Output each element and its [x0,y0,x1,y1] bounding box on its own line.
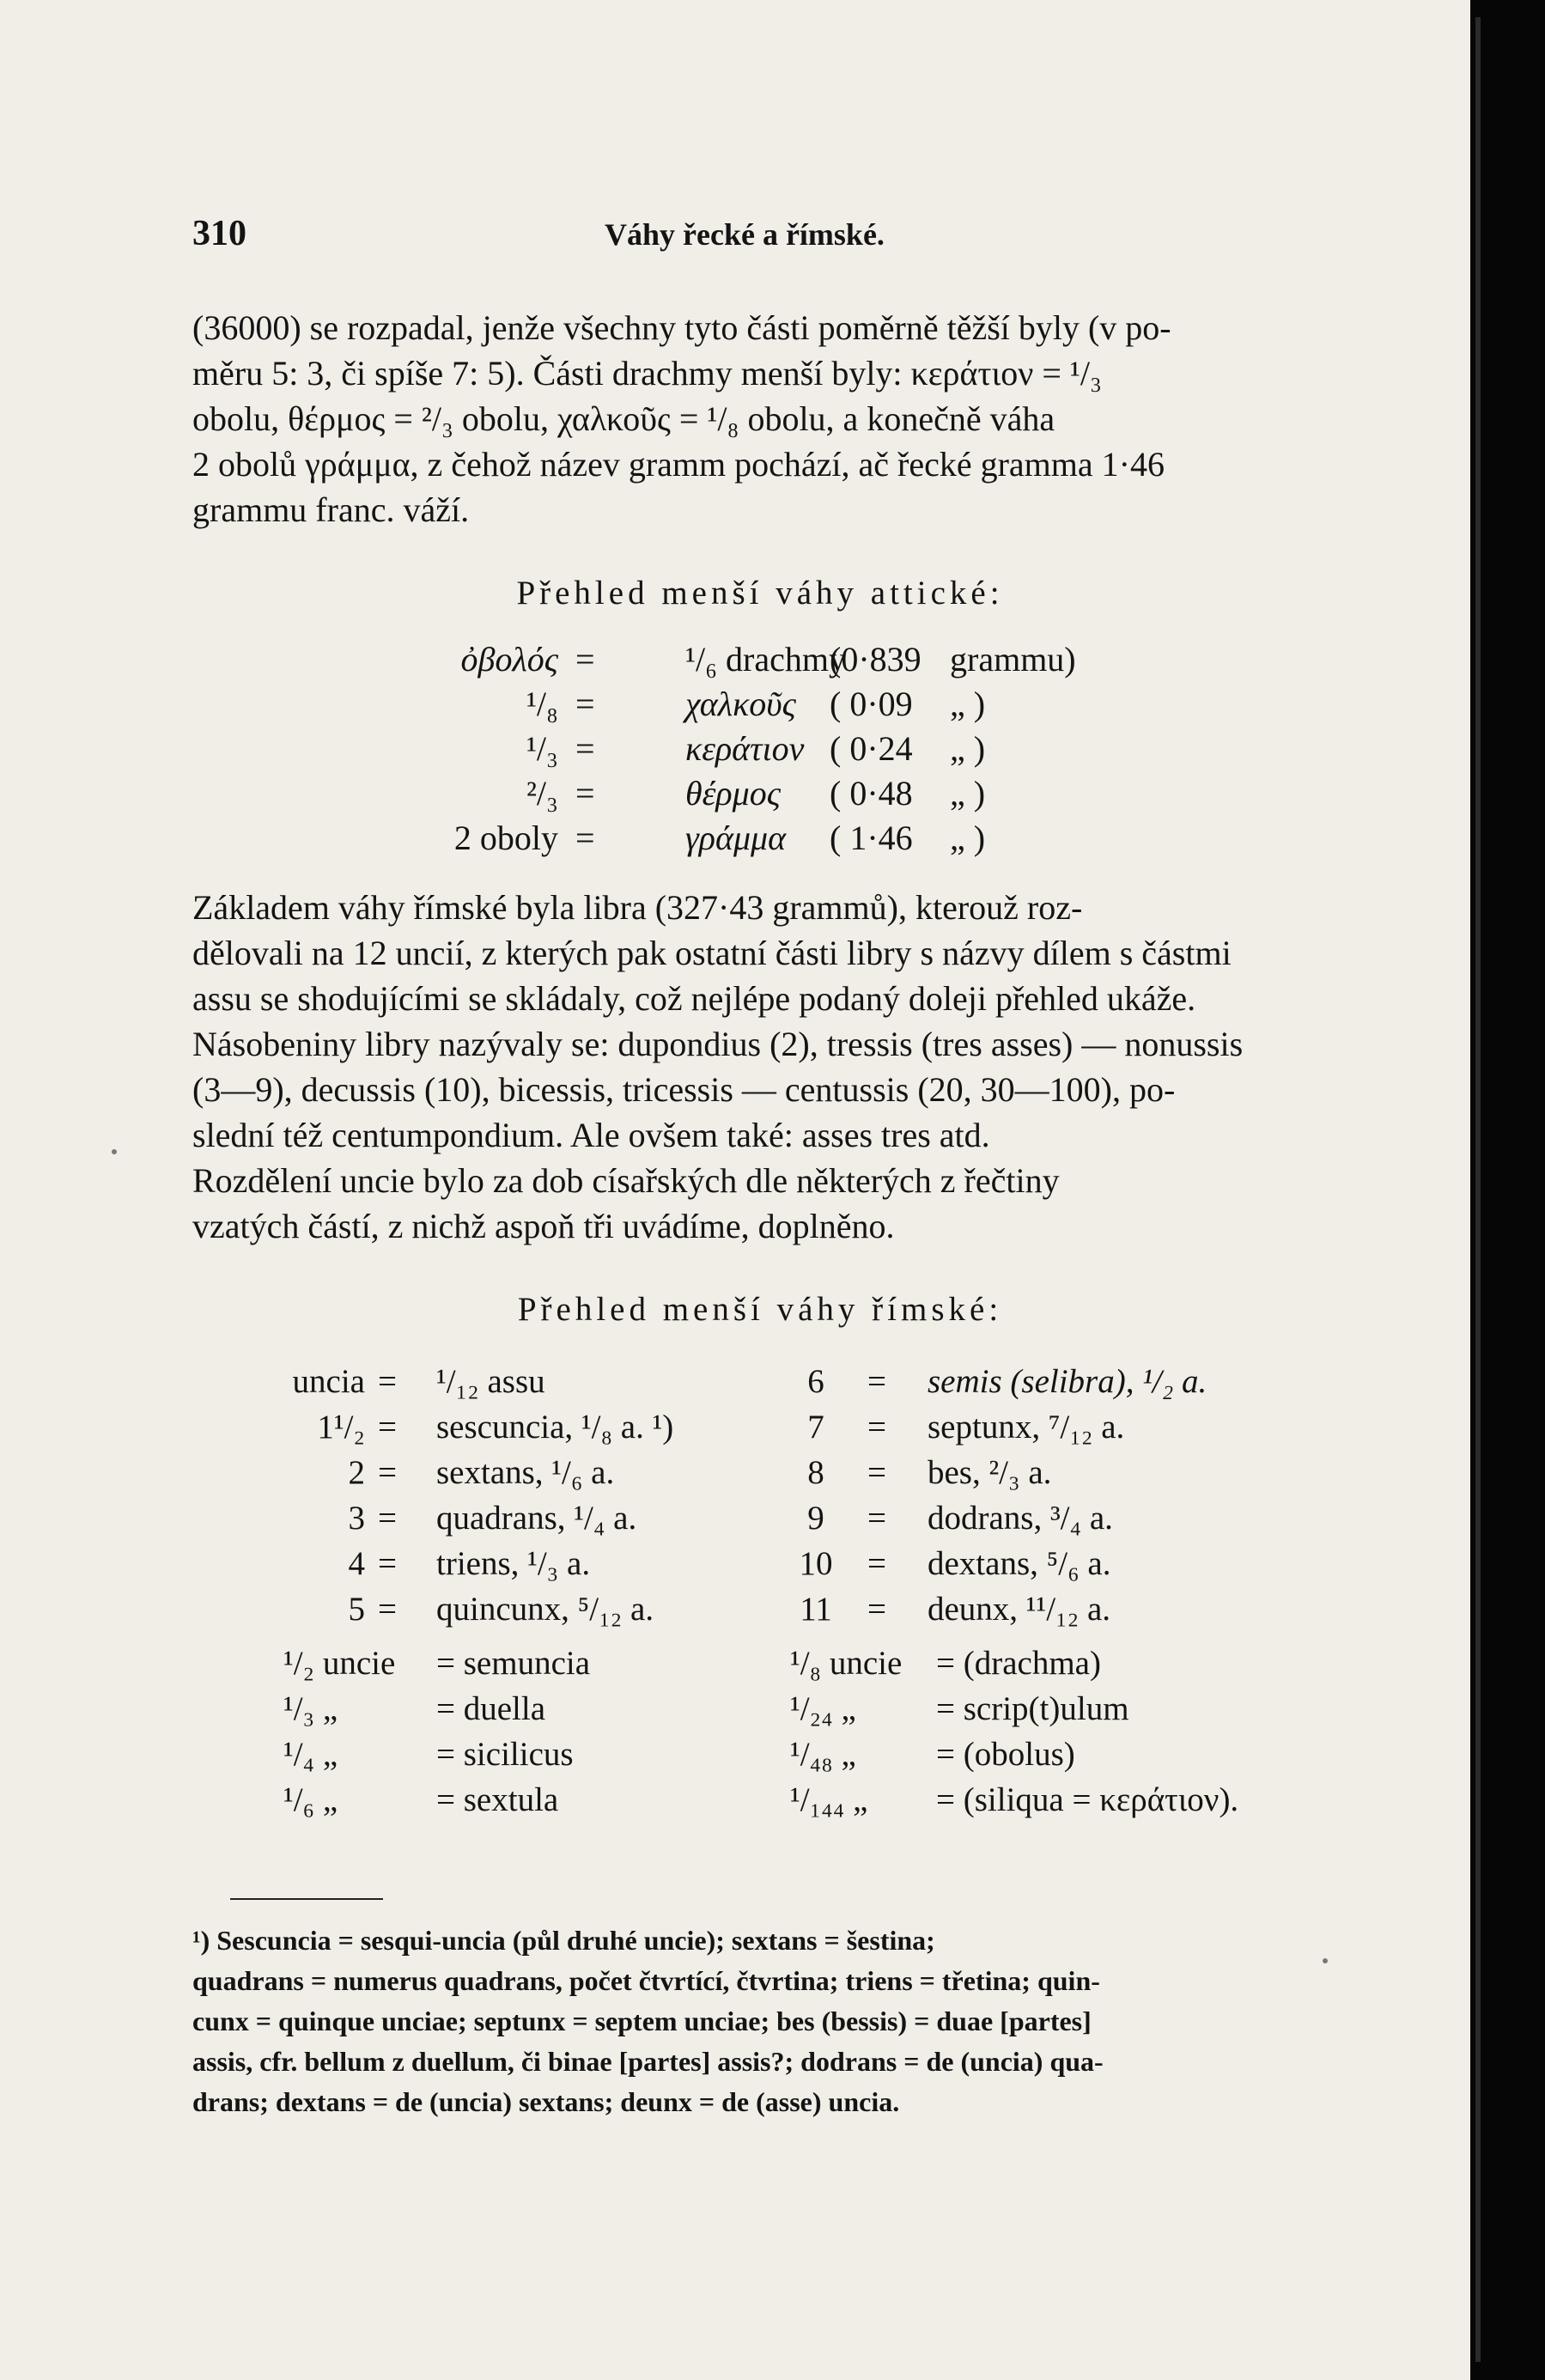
uncie-right-fraction: ¹/₄₈ „ [790,1736,856,1773]
roman-right-name: dodrans, ³/₄ a. [928,1500,1113,1537]
uncie-left-name: = sicilicus [436,1736,574,1773]
scan-edge [1470,0,1545,2380]
roman-right-name: deunx, ¹¹/₁₂ a. [928,1591,1111,1628]
equals-sign: = [378,1454,397,1491]
equals-sign: = [867,1454,886,1491]
text-line: Násobeniny libry nazývaly se: dupondius (2), tressis (tres asses) — nonussis [192,1025,1244,1063]
equals-sign: = [378,1409,397,1446]
roman-left-name: triens, ¹/₃ a. [436,1545,591,1582]
uncie-left-fraction: ¹/₃ „ [283,1690,338,1727]
uncie-row [283,1777,1357,1823]
footnote-line: drans; dextans = de (uncia) sextans; deunx = de (asse) uncia. [192,2086,900,2117]
table-spacer [283,1632,1357,1640]
page-number: 310 [192,214,246,253]
text-line: dělovali na 12 uncií, z kterých pak ostatní části libry s názvy dílem s částmi [192,934,1232,972]
roman-left-name: sescuncia, ¹/₈ a. ¹) [436,1409,674,1446]
roman-right-name: dextans, ⁵/₆ a. [928,1545,1111,1582]
attic-name: ²/₃ [526,774,558,813]
uncie-right-name: = (drachma) [936,1645,1101,1682]
text-line: (3—9), decussis (10), bicessis, tricessis — centussis (20, 30—100), po- [192,1070,1176,1109]
heading-roman-weights: Přehled menší váhy římské: [517,1291,1003,1328]
attic-unit: grammu) [950,640,1076,679]
equals-sign: = [867,1545,886,1582]
roman-weight-table [283,1359,1357,1823]
text-line: slední též centumpondium. Ale ovšem také: asses tres atd. [192,1116,990,1154]
attic-grams: ( 1·46 [830,819,913,857]
roman-row [283,1404,1357,1450]
footnote-line: assis, cfr. bellum z duellum, či binae [partes] assis?; dodrans = de (uncia) qua- [192,2046,1104,2077]
uncie-right-name: = (obolus) [936,1736,1075,1773]
uncie-right-name: = (siliqua = κεράτιον). [936,1781,1239,1818]
roman-right-count: 8 [807,1454,824,1491]
attic-unit: „ ) [950,774,986,813]
text-line: assu se shodujícími se skládaly, což nejlépe podaný doleji přehled ukáže. [192,979,1196,1018]
equals-sign: = [575,819,595,857]
roman-left-count: 1¹/₂ [317,1409,365,1446]
attic-name: ¹/₈ [526,685,558,723]
heading-attic-weights: Přehled menší váhy attické: [516,575,1004,612]
attic-grams: ( 0·48 [830,774,913,813]
text-line: grammu franc. váží. [192,490,470,529]
attic-unit: „ ) [950,819,986,857]
roman-row [283,1359,1357,1404]
equals-sign: = [378,1363,397,1400]
roman-left-count: 5 [348,1591,365,1628]
attic-value: γράμμα [685,819,787,857]
roman-right-count: 11 [800,1591,832,1628]
text-line: vzatých částí, z nichž aspoň tři uvádíme, doplněno. [192,1207,895,1245]
equals-sign: = [867,1409,886,1446]
uncie-left-name: = semuncia [436,1645,591,1682]
uncie-left-fraction: ¹/₆ „ [283,1781,338,1818]
uncie-row [283,1640,1357,1686]
equals-sign: = [867,1500,886,1537]
text-line: (36000) se rozpadal, jenže všechny tyto části poměrně těžší byly (v po- [192,308,1171,347]
uncie-left-fraction: ¹/₂ uncie [283,1645,396,1682]
footnote [192,1920,1328,2122]
text-line: Rozdělení uncie bylo za dob císařských dle některých z řečtiny [192,1161,1060,1200]
text-line: obolu, θέρμος = ²/₃ obolu, χαλκοῦς = ¹/₈ obolu, a konečně váha [192,399,1055,438]
footnote-line: quadrans = numerus quadrans, počet čtvrtící, čtvrtina; triens = třetina; quin- [192,1965,1100,1996]
roman-right-count: 6 [807,1363,824,1400]
roman-row [283,1541,1357,1586]
uncie-right-name: = scrip(t)ulum [936,1690,1129,1727]
text-line: Základem váhy římské byla libra (327·43 grammů), kterouž roz- [192,888,1083,927]
equals-sign: = [378,1545,397,1582]
roman-right-count: 10 [799,1545,833,1582]
footnote-line: cunx = quinque unciae; septunx = septem unciae; bes (bessis) = duae [partes] [192,2006,1092,2036]
footnote-rule [230,1898,383,1900]
equals-sign: = [867,1591,886,1628]
equals-sign: = [575,640,595,679]
paper-speck [1323,1958,1328,1963]
roman-right-name: septunx, ⁷/₁₂ a. [928,1409,1125,1446]
roman-left-count: uncia [292,1363,365,1400]
roman-row [283,1450,1357,1495]
roman-row [283,1586,1357,1632]
attic-value: ¹/₆ drachmy [685,640,846,679]
footnote-line: ¹) Sescuncia = sesqui-uncia (půl druhé uncie); sextans = šestina; [192,1925,935,1956]
roman-left-count: 4 [348,1545,365,1582]
attic-value: κεράτιον [685,729,805,768]
attic-grams: (0·839 [830,640,922,679]
uncie-row [283,1686,1357,1732]
roman-left-name: quadrans, ¹/₄ a. [436,1500,637,1537]
equals-sign: = [575,729,595,768]
running-head: Váhy řecké a římské. [605,217,885,252]
attic-name: ὀβολός [460,640,558,679]
uncie-left-name: = sextula [436,1781,559,1818]
roman-left-name: sextans, ¹/₆ a. [436,1454,615,1491]
attic-grams: ( 0·24 [830,729,913,768]
roman-left-name: ¹/₁₂ assu [436,1363,545,1400]
equals-sign: = [867,1363,886,1400]
roman-right-count: 7 [807,1409,824,1446]
attic-name: ¹/₃ [526,729,558,768]
paragraph-greek-drachma [192,305,1328,533]
paragraph-roman-libra [192,885,1328,1158]
uncie-row [283,1732,1357,1777]
text-line: měru 5: 3, či spíše 7: 5). Části drachmy menší byly: κεράτιον = ¹/₃ [192,354,1102,393]
uncie-left-fraction: ¹/₄ „ [283,1736,338,1773]
roman-right-count: 9 [807,1500,824,1537]
roman-row [283,1495,1357,1541]
attic-unit: „ ) [950,685,986,723]
scan-edge-line [1475,17,1481,2362]
roman-left-count: 3 [348,1500,365,1537]
uncie-right-fraction: ¹/₈ uncie [790,1645,903,1682]
equals-sign: = [575,685,595,723]
uncie-right-fraction: ¹/₁₄₄ „ [790,1781,868,1818]
attic-value: θέρμος [685,774,781,813]
roman-left-name: quincunx, ⁵/₁₂ a. [436,1591,654,1628]
attic-value: χαλκοῦς [685,685,796,723]
equals-sign: = [575,774,595,813]
equals-sign: = [378,1591,397,1628]
uncie-right-fraction: ¹/₂₄ „ [790,1690,856,1727]
paragraph-uncia-division [192,1158,1328,1249]
attic-grams: ( 0·09 [830,685,913,723]
roman-left-count: 2 [348,1454,365,1491]
paper-speck [112,1149,117,1154]
attic-unit: „ ) [950,729,986,768]
uncie-left-name: = duella [436,1690,546,1727]
roman-right-name: semis (selibra), ¹/₂ a. [928,1363,1207,1400]
attic-name: 2 oboly [453,819,558,857]
roman-right-name: bes, ²/₃ a. [928,1454,1052,1491]
equals-sign: = [378,1500,397,1537]
text-line: 2 obolů γράμμα, z čehož název gramm pochází, ač řecké gramma 1·46 [192,445,1165,484]
